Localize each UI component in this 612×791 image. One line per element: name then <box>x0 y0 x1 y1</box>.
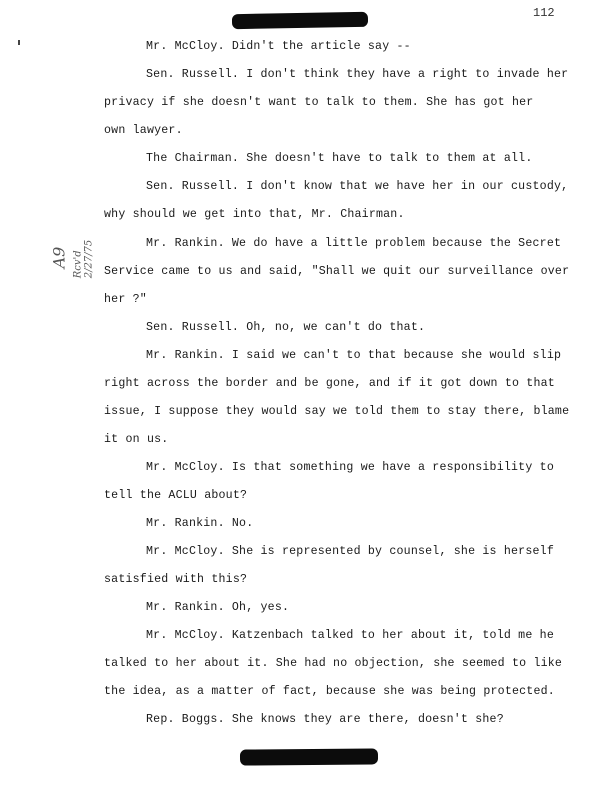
transcript-line: privacy if she doesn't want to talk to them. She has got her <box>104 96 534 109</box>
transcript-line: her ?" <box>104 293 147 306</box>
transcript-line: talked to her about it. She had no objection, she seemed to like <box>104 657 563 670</box>
transcript-line: it on us. <box>104 433 169 446</box>
transcript-line: Mr. Rankin. I said we can't to that because she would slip <box>146 349 562 362</box>
transcript-line: Mr. McCloy. Katzenbach talked to her about it, told me he <box>146 629 554 642</box>
transcript-line: why should we get into that, Mr. Chairman. <box>104 208 405 221</box>
transcript-line: Rep. Boggs. She knows they are there, doesn't she? <box>146 713 504 726</box>
page-number: 112 <box>533 6 555 20</box>
transcript-line: The Chairman. She doesn't have to talk to them at all. <box>146 152 533 165</box>
transcript-line: Sen. Russell. I don't know that we have her in our custody, <box>146 180 569 193</box>
transcript-line: issue, I suppose they would say we told them to stay there, blame <box>104 405 570 418</box>
redaction-bar-bottom <box>240 748 378 765</box>
transcript-line: the idea, as a matter of fact, because she was being protected. <box>104 685 555 698</box>
transcript-line: Mr. Rankin. No. <box>146 517 254 530</box>
transcript-line: own lawyer. <box>104 124 183 137</box>
transcript-line: tell the ACLU about? <box>104 489 248 502</box>
margin-annotation-date: Rcv'd 2/27/75 <box>72 239 95 279</box>
margin-tick-mark <box>18 40 20 45</box>
transcript-line: Sen. Russell. I don't think they have a right to invade her <box>146 68 569 81</box>
transcript-line: Mr. McCloy. Didn't the article say -- <box>146 40 411 53</box>
redaction-bar-top <box>232 12 368 29</box>
margin-annotation-code: A9 <box>49 246 69 269</box>
transcript-line: Mr. McCloy. She is represented by counsel, she is herself <box>146 545 554 558</box>
transcript-line: satisfied with this? <box>104 573 248 586</box>
transcript-line: Sen. Russell. Oh, no, we can't do that. <box>146 321 426 334</box>
transcript-line: Service came to us and said, "Shall we quit our surveillance over <box>104 265 570 278</box>
transcript-line: right across the border and be gone, and if it got down to that <box>104 377 555 390</box>
margin-annotation <box>49 218 100 308</box>
transcript-line: Mr. McCloy. Is that something we have a responsibility to <box>146 461 554 474</box>
transcript-line: Mr. Rankin. Oh, yes. <box>146 601 290 614</box>
transcript-line: Mr. Rankin. We do have a little problem because the Secret <box>146 237 562 250</box>
